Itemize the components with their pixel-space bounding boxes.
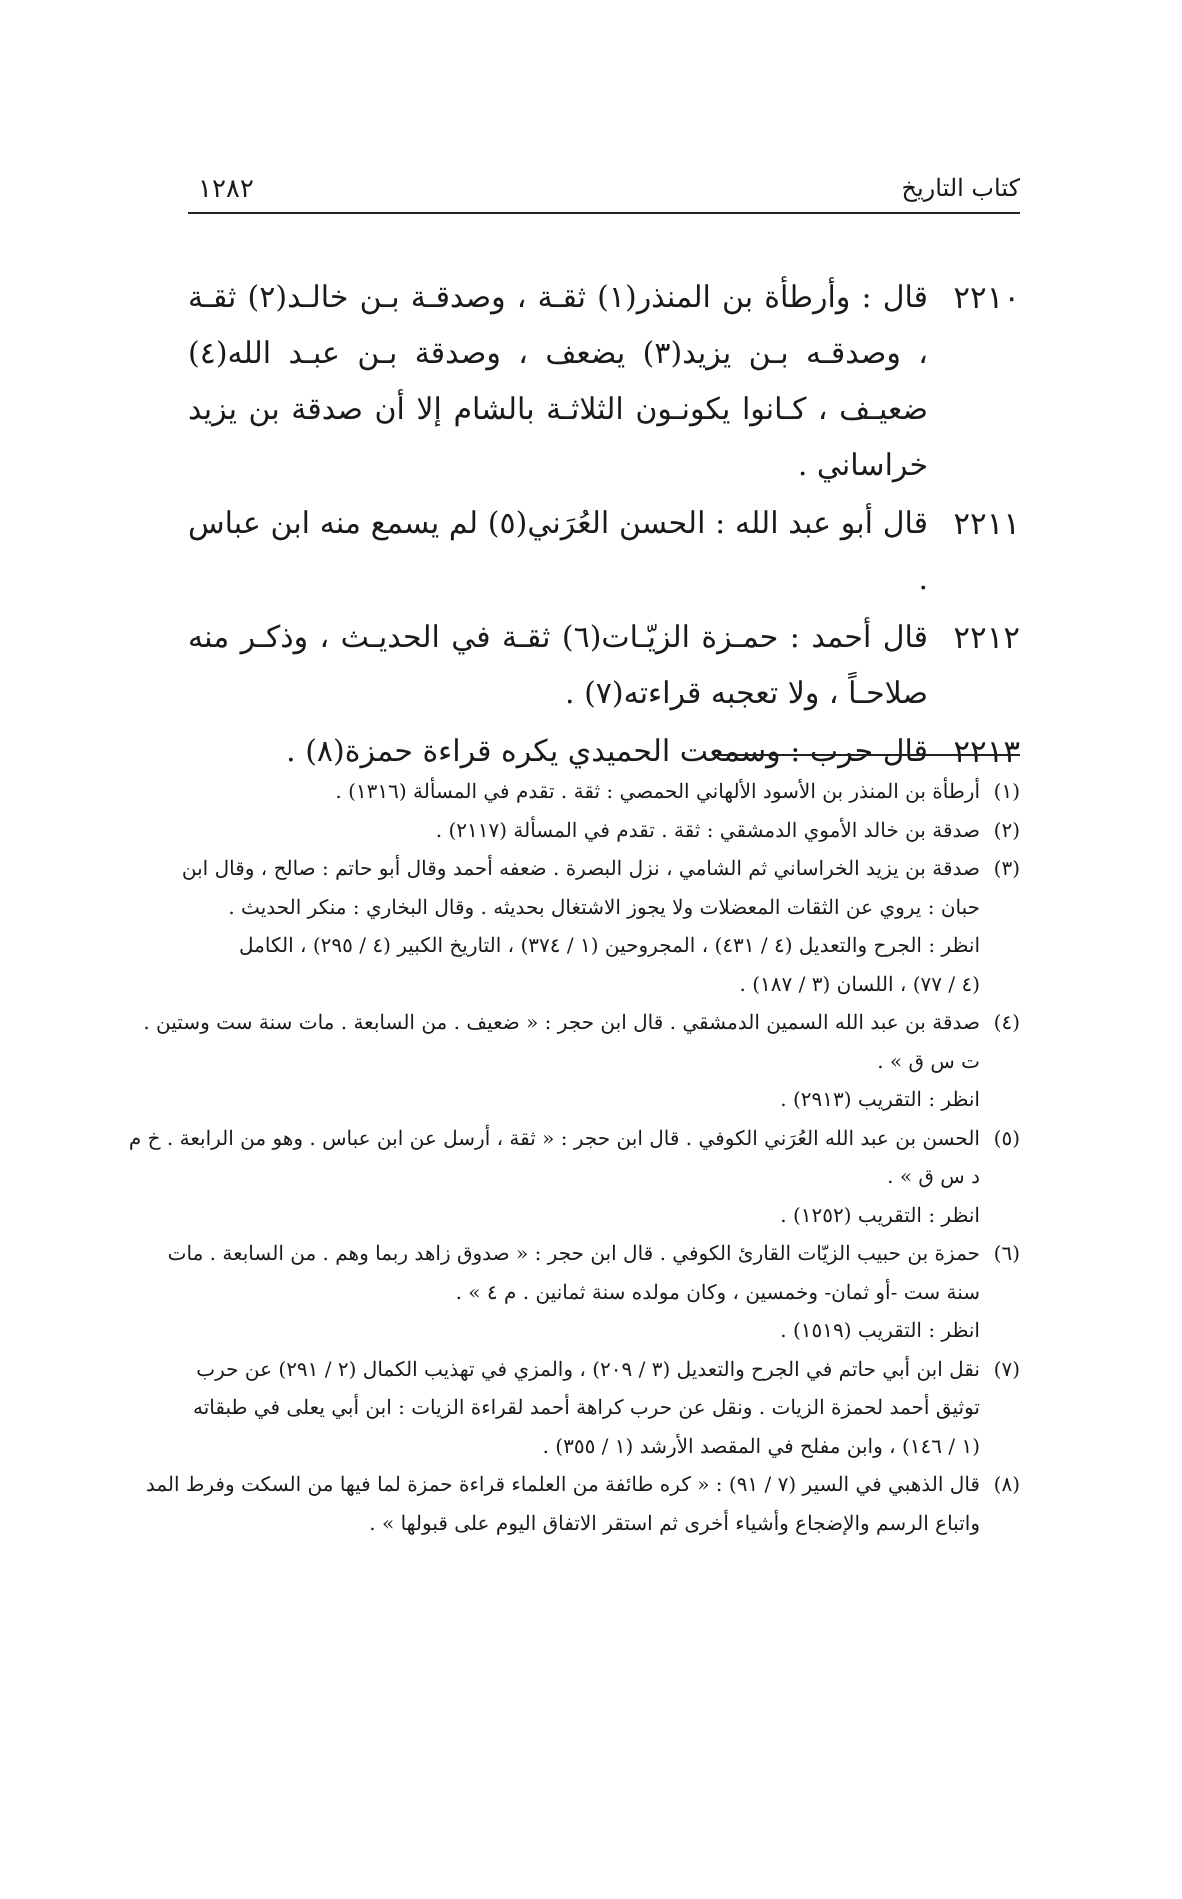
entry-text: قال حرب : وسمعت الحميدي يكره قراءة حمزة(٨) .	[286, 734, 928, 769]
footnote-line: سنة ست -أو ثمان- وخمسين ، وكان مولده سنة ثمانين . م ٤ » .	[455, 1279, 980, 1304]
footnote-number: (١)	[993, 779, 1020, 803]
entry-number: ٢٢١١	[953, 506, 1020, 542]
footnote-line: توثيق أحمد لحمزة الزيات . ونقل عن حرب كراهة أحمد لقراءة الزيات : ابن أبي يعلى في طبقاته	[192, 1395, 980, 1419]
footnote-line: نقل ابن أبي حاتم في الجرح والتعديل (٣ / ٢٠٩) ، والمزي في تهذيب الكمال (٢ / ٢٩١) عن حرب	[196, 1356, 980, 1381]
footnote-line: قال الذهبي في السير (٧ / ٩١) : « كره طائفة من العلماء قراءة حمزة لما فيها من السكت وفرط المد	[145, 1472, 980, 1496]
footnote-line: واتباع الرسم والإضجاع وأشياء أخرى ثم استقر الاتفاق اليوم على قبولها » .	[369, 1510, 980, 1535]
footnote	[143, 1003, 1020, 1119]
entry-text: قال أبو عبد الله : الحسن العُرَني(٥) لم يسمع منه ابن عباس .	[188, 506, 928, 597]
main-text	[188, 270, 1020, 782]
footnote	[178, 849, 1020, 1003]
footnote-line: انظر : التقريب (٢٩١٣) .	[780, 1087, 980, 1111]
footnote-line: (١ / ١٤٦) ، وابن مفلح في المقصد الأرشد (١ / ٣٥٥) .	[542, 1433, 980, 1458]
footnote-number: (٢)	[993, 817, 1020, 842]
footnote-line: صدقة بن خالد الأموي الدمشقي : ثقة . تقدم في المسألة (٢١١٧) .	[435, 817, 980, 842]
footnote-line: انظر : الجرح والتعديل (٤ / ٤٣١) ، المجروحين (١ / ٣٧٤) ، التاريخ الكبير (٤ / ٢٩٥) ، الكامل	[239, 933, 980, 957]
entry-text: قال : وأرطأة بن المنذر(١) ثقـة ، وصدقـة بـن خالـد(٢) ثقـة ، وصدقـه بـن يزيد(٣) يضعف ، وصدقة بـن عبـد الله(٤) ضعيـف ، كـانوا يكونـون الثلاثـة بالشام إلا أن صدقة بن يزيد خراساني .	[188, 280, 928, 483]
footnote-separator	[715, 754, 1020, 756]
entry	[188, 496, 1020, 608]
footnote-line: أرطأة بن المنذر بن الأسود الألهاني الحمصي : ثقة . تقدم في المسألة (١٣١٦) .	[335, 779, 980, 803]
entry-number: ٢٢١٣	[953, 734, 1020, 770]
footnote-line: انظر : التقريب (١٢٥٢) .	[780, 1202, 980, 1227]
footnote-line: (٤ / ٧٧) ، اللسان (٣ / ١٨٧) .	[739, 971, 980, 996]
footnote-number: (٧)	[993, 1356, 1020, 1381]
footnote-number: (٥)	[993, 1125, 1020, 1150]
footnote-line: حمزة بن حبيب الزيّات القارئ الكوفي . قال ابن حجر : « صدوق زاهد ربما وهم . من السابعة . مات	[167, 1241, 980, 1265]
entry	[188, 270, 1020, 494]
entry-text: قال أحمد : حمـزة الزيّـات(٦) ثقـة في الحديـث ، وذكـر منه صلاحـاً ، ولا تعجبه قراءته(٧) .	[188, 620, 929, 711]
footnote	[178, 811, 1020, 850]
footnote-line: الحسن بن عبد الله العُرَني الكوفي . قال ابن حجر : « ثقة ، أرسل عن ابن عباس . وهو من الرابعة . خ م	[128, 1125, 980, 1150]
footnotes	[128, 772, 1020, 1542]
footnote	[178, 1350, 1020, 1466]
page-number: ١٢٨٢	[198, 174, 254, 204]
footnote	[167, 1234, 1020, 1350]
footnote-number: (٨)	[993, 1472, 1020, 1496]
footnote-number: (٤)	[993, 1010, 1020, 1034]
footnote	[145, 1465, 1020, 1542]
footnote	[178, 772, 1020, 811]
footnote-line: صدقة بن يزيد الخراساني ثم الشامي ، نزل البصرة . ضعفه أحمد وقال أبو حاتم : صالح ، وقال ابن	[181, 856, 980, 880]
footnote-line: حبان : يروي عن الثقات المعضلات ولا يجوز الاشتغال بحديثه . وقال البخاري : منكر الحديث .	[228, 894, 980, 919]
footnote-number: (٣)	[993, 856, 1020, 880]
footnote-number: (٦)	[993, 1241, 1020, 1265]
running-header	[188, 170, 1020, 214]
footnote-line: انظر : التقريب (١٥١٩) .	[780, 1318, 980, 1342]
footnote-line: صدقة بن عبد الله السمين الدمشقي . قال ابن حجر : « ضعيف . من السابعة . مات سنة ست وستين .	[143, 1010, 980, 1034]
book-title: كتاب التاريخ	[901, 174, 1020, 202]
entry-number: ٢٢١٢	[953, 620, 1020, 656]
entry	[188, 610, 1020, 722]
footnote-line: ت س ق » .	[877, 1048, 980, 1073]
entry-number: ٢٢١٠	[953, 280, 1020, 316]
footnote	[128, 1119, 1020, 1235]
footnote-line: د س ق » .	[887, 1164, 980, 1188]
